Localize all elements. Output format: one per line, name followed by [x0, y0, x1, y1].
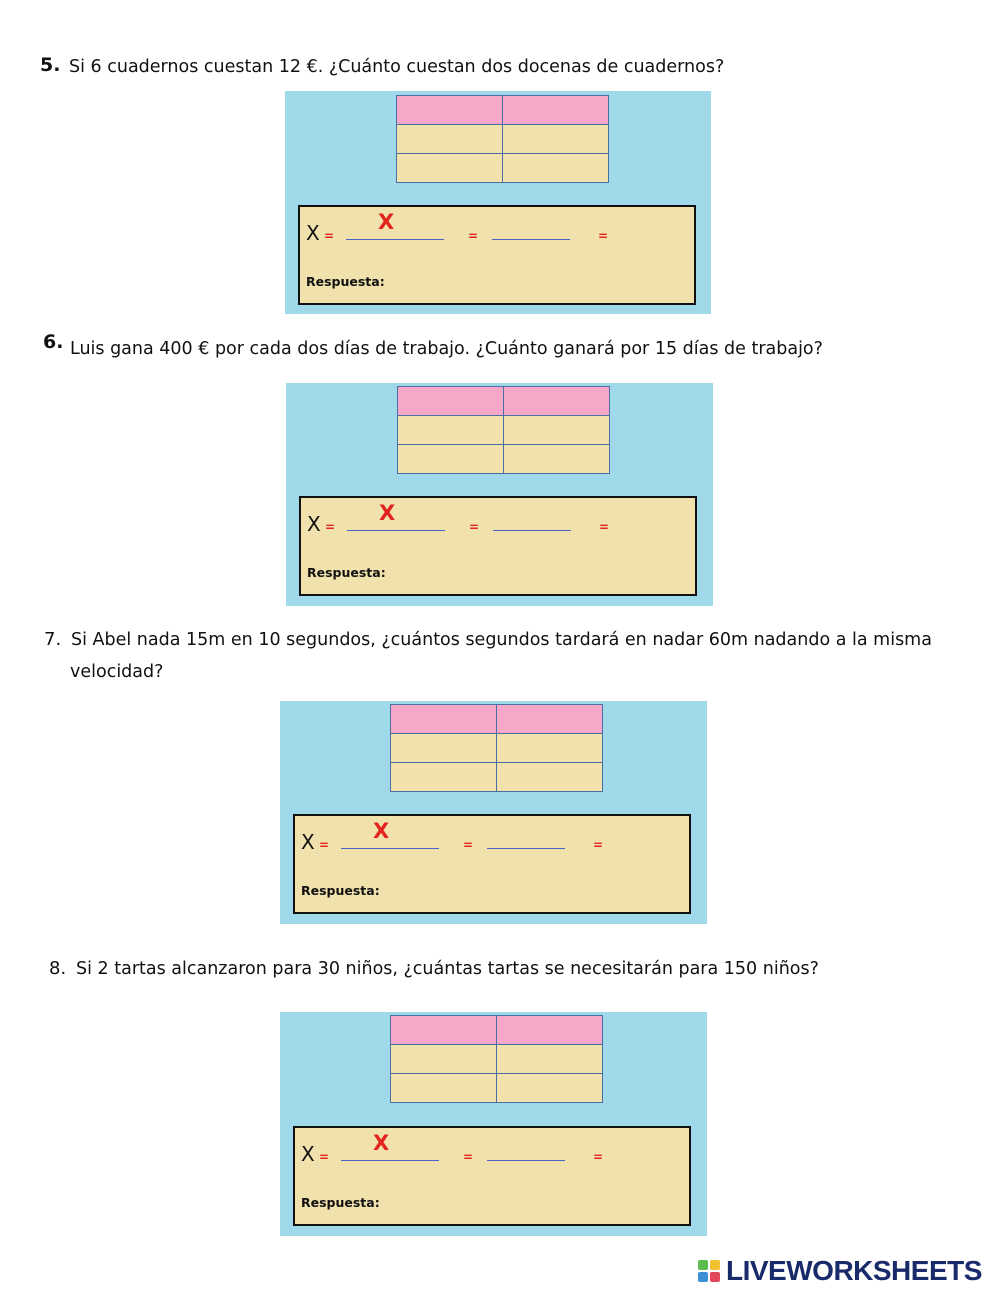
- header-input[interactable]: [497, 705, 602, 733]
- equals-sign: =: [598, 229, 609, 243]
- equals-sign: =: [324, 229, 335, 243]
- table-cell[interactable]: [503, 154, 609, 183]
- exercise-panel: [280, 701, 707, 924]
- question-text: Luis gana 400 € por cada dos días de trabajo. ¿Cuánto ganará por 15 días de trabajo?: [70, 339, 823, 359]
- cell-input[interactable]: [497, 734, 602, 762]
- answer-label: Respuesta:: [307, 565, 386, 580]
- table-cell[interactable]: [497, 734, 603, 763]
- exercise-panel: [285, 91, 711, 314]
- result-blank[interactable]: [487, 828, 565, 849]
- answer-label: Respuesta:: [301, 1195, 380, 1210]
- proportion-table: [390, 704, 603, 792]
- cell-input[interactable]: [398, 416, 503, 444]
- answer-input[interactable]: [385, 1190, 679, 1214]
- multiply-sign: X: [378, 210, 395, 234]
- equals-sign: =: [469, 520, 480, 534]
- exercise-panel: [280, 1012, 707, 1236]
- cell-input[interactable]: [391, 763, 496, 791]
- equals-sign: =: [325, 520, 336, 534]
- header-input[interactable]: [398, 387, 503, 415]
- multiply-sign: X: [373, 819, 390, 843]
- operation-blank[interactable]: [341, 828, 439, 849]
- table-cell[interactable]: [398, 416, 504, 445]
- table-cell[interactable]: [504, 416, 610, 445]
- equals-sign: =: [319, 1150, 330, 1164]
- table-cell[interactable]: [391, 763, 497, 792]
- result-blank[interactable]: [493, 510, 571, 531]
- answer-input[interactable]: [390, 269, 684, 293]
- calculation-box: [299, 496, 697, 596]
- proportion-table: [397, 386, 610, 474]
- table-cell[interactable]: [503, 125, 609, 154]
- liveworksheets-logo: [698, 1255, 982, 1287]
- table-cell[interactable]: [397, 125, 503, 154]
- equals-sign: =: [463, 1150, 474, 1164]
- header-input[interactable]: [391, 1016, 496, 1044]
- cell-input[interactable]: [504, 445, 609, 473]
- question-text: Si 2 tartas alcanzaron para 30 niños, ¿cuántas tartas se necesitarán para 150 niños?: [76, 959, 819, 979]
- question-number: 8.: [49, 958, 67, 979]
- result-blank[interactable]: [487, 1140, 565, 1161]
- question-number: 7.: [44, 629, 62, 650]
- proportion-table: [390, 1015, 603, 1103]
- answer-label: Respuesta:: [306, 274, 385, 289]
- answer-input[interactable]: [391, 560, 685, 584]
- cell-input[interactable]: [497, 1045, 602, 1073]
- liveworksheets-grid-icon: [698, 1260, 720, 1282]
- answer-input[interactable]: [385, 878, 679, 902]
- header-cell[interactable]: [397, 96, 503, 125]
- x-variable: X: [306, 221, 320, 245]
- x-variable: X: [307, 512, 321, 536]
- calculation-box: [293, 814, 691, 914]
- operation-blank[interactable]: [341, 1140, 439, 1161]
- table-cell[interactable]: [398, 445, 504, 474]
- table-cell[interactable]: [397, 154, 503, 183]
- multiply-sign: X: [379, 501, 396, 525]
- proportion-table: [396, 95, 609, 183]
- x-variable: X: [301, 830, 315, 854]
- cell-input[interactable]: [497, 1074, 602, 1102]
- table-cell[interactable]: [497, 1045, 603, 1074]
- table-cell[interactable]: [497, 763, 603, 792]
- table-cell[interactable]: [504, 445, 610, 474]
- header-cell[interactable]: [391, 1016, 497, 1045]
- exercise-panel: [286, 383, 713, 606]
- header-cell[interactable]: [497, 705, 603, 734]
- calculation-box: [293, 1126, 691, 1226]
- operation-blank[interactable]: [346, 219, 444, 240]
- cell-input[interactable]: [391, 1045, 496, 1073]
- x-variable: X: [301, 1142, 315, 1166]
- table-cell[interactable]: [497, 1074, 603, 1103]
- header-cell[interactable]: [398, 387, 504, 416]
- header-cell[interactable]: [504, 387, 610, 416]
- header-cell[interactable]: [497, 1016, 603, 1045]
- question-text-line-2: velocidad?: [70, 662, 164, 682]
- header-input[interactable]: [504, 387, 609, 415]
- logo-text: LIVEWORKSHEETS: [726, 1255, 982, 1286]
- equals-sign: =: [468, 229, 479, 243]
- question-text-line-1: Si Abel nada 15m en 10 segundos, ¿cuántos segundos tardará en nadar 60m nadando a la misma: [71, 630, 932, 650]
- table-cell[interactable]: [391, 734, 497, 763]
- operation-blank[interactable]: [347, 510, 445, 531]
- cell-input[interactable]: [503, 154, 608, 182]
- calculation-box: [298, 205, 696, 305]
- multiply-sign: X: [373, 1131, 390, 1155]
- header-input[interactable]: [503, 96, 608, 124]
- header-cell[interactable]: [391, 705, 497, 734]
- result-blank[interactable]: [492, 219, 570, 240]
- question-number: 5.: [40, 54, 61, 76]
- equals-sign: =: [319, 838, 330, 852]
- cell-input[interactable]: [397, 125, 502, 153]
- cell-input[interactable]: [497, 763, 602, 791]
- cell-input[interactable]: [397, 154, 502, 182]
- header-input[interactable]: [497, 1016, 602, 1044]
- question-number: 6.: [43, 331, 64, 353]
- table-cell[interactable]: [391, 1074, 497, 1103]
- cell-input[interactable]: [391, 734, 496, 762]
- equals-sign: =: [593, 838, 604, 852]
- equals-sign: =: [593, 1150, 604, 1164]
- answer-label: Respuesta:: [301, 883, 380, 898]
- header-input[interactable]: [391, 705, 496, 733]
- header-input[interactable]: [397, 96, 502, 124]
- cell-input[interactable]: [391, 1074, 496, 1102]
- cell-input[interactable]: [503, 125, 608, 153]
- equals-sign: =: [599, 520, 610, 534]
- cell-input[interactable]: [398, 445, 503, 473]
- header-cell[interactable]: [503, 96, 609, 125]
- table-cell[interactable]: [391, 1045, 497, 1074]
- question-text: Si 6 cuadernos cuestan 12 €. ¿Cuánto cuestan dos docenas de cuadernos?: [69, 57, 725, 77]
- cell-input[interactable]: [504, 416, 609, 444]
- equals-sign: =: [463, 838, 474, 852]
